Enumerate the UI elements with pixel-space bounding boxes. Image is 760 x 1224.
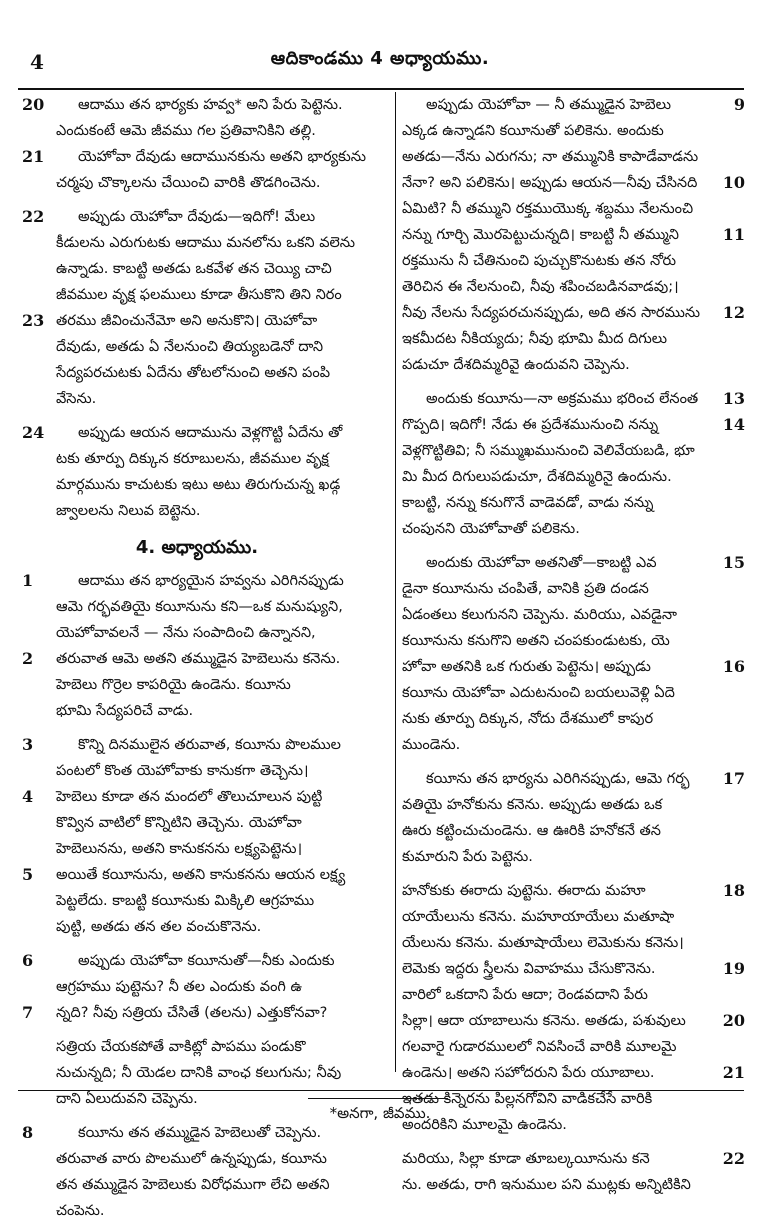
text-line bbox=[402, 274, 727, 300]
text-line bbox=[402, 490, 727, 516]
verse-number: 13 bbox=[722, 389, 745, 408]
right-column bbox=[402, 92, 745, 1198]
text-line bbox=[402, 680, 727, 706]
verse-number: 19 bbox=[722, 959, 745, 978]
text-line bbox=[22, 118, 372, 144]
verse-text: అప్పుడు యెహోవా దేవుడు—ఇదిగో! మేలు bbox=[78, 209, 316, 225]
text-line bbox=[22, 282, 372, 308]
text-line bbox=[402, 654, 745, 680]
verse-text: కొవ్విన వాటిలో కొన్నిటిని తెచ్చెను. యెహోవా bbox=[56, 815, 302, 831]
text-line bbox=[22, 810, 372, 836]
verse-text: పెట్టలేదు. కాబట్టి కయీనుకు మిక్కిలి ఆగ్రహము bbox=[56, 893, 315, 909]
verse-number: 21 bbox=[722, 1063, 745, 1082]
verse-text: రక్తమును నీ చేతినుంచి పుచ్చుకొనుటకు తన నోరు bbox=[402, 253, 677, 269]
verse-number: 3 bbox=[22, 735, 34, 754]
text-line bbox=[402, 818, 727, 844]
text-line bbox=[22, 698, 372, 724]
text-line bbox=[22, 1146, 372, 1172]
verse-text: చంపెను. bbox=[56, 1203, 105, 1219]
footnote-rule bbox=[308, 1098, 448, 1099]
text-line bbox=[402, 386, 745, 412]
left-column-verses-before bbox=[22, 92, 372, 524]
verse-text: ఆగ్రహము పుట్టెను? నీ తల ఎందుకు వంగి ఉ bbox=[56, 979, 303, 995]
verse-text: మి మీద దిగులుపడుచూ, దేశదిమ్మరినై ఉందును. bbox=[402, 469, 672, 485]
text-line bbox=[22, 498, 372, 524]
text-line bbox=[22, 256, 372, 282]
text-line bbox=[22, 784, 372, 810]
verse-text: ఇకమీదట నీకియ్యదు; నీవు భూమి మీద దిగులు bbox=[402, 331, 668, 347]
text-line bbox=[22, 204, 372, 230]
verse-text: వెళ్లగొట్టితివి; నీ సమ్ముఖమునుంచి వెలివేయబడి, భూ bbox=[402, 443, 695, 459]
text-line bbox=[22, 732, 372, 758]
verse-text: సేద్యపరచుటకు ఏదేను తోటలోనుంచి అతని పంపి bbox=[56, 365, 330, 381]
verse-number: 12 bbox=[722, 303, 745, 322]
text-line bbox=[402, 732, 727, 758]
verse-text: అందుకు యెహోవా అతనితో—కాబట్టి ఎవ bbox=[426, 555, 657, 571]
verse-text: వారిలో ఒకదాని పేరు ఆదా; రెండవదాని పేరు bbox=[402, 987, 648, 1003]
text-line bbox=[402, 878, 745, 904]
verse-text: కయీను యెహోవా ఎదుటనుంచి బయలువెళ్లి ఏదె bbox=[402, 685, 675, 701]
text-line bbox=[402, 550, 745, 576]
text-line bbox=[402, 326, 727, 352]
text-line bbox=[22, 620, 372, 646]
verse-text: హెబెలునను, అతని కానుకనను లక్ష్యపెట్టెను। bbox=[56, 841, 303, 857]
text-line bbox=[22, 672, 372, 698]
verse-text: హెబెలు కూడా తన మందలో తొలుచూలున పుట్టి bbox=[56, 789, 323, 805]
verse-text: కయీను తన భార్యను ఎరిగినప్పుడు, ఆమె గర్భ bbox=[426, 771, 690, 787]
verse-text: దేవుడు, అతడు ఏ నేలనుంచి తియ్యబడెనో దాని bbox=[56, 339, 324, 355]
text-line bbox=[402, 170, 745, 196]
text-line bbox=[402, 1146, 745, 1172]
verse-text: ఏడంతలు కలుగునని చెప్పెను. మరియు, ఎవడైనా bbox=[402, 607, 677, 623]
verse-text: కీడులను ఎరుగుటకు ఆదాము మనలోను ఒకని వలెను bbox=[56, 235, 355, 251]
text-line bbox=[22, 360, 372, 386]
verse-text: ఏమిటి? నీ తమ్ముని రక్తముయొక్క శబ్దము నేలనుంచి bbox=[402, 201, 694, 217]
text-line bbox=[22, 568, 372, 594]
verse-number: 7 bbox=[22, 1003, 34, 1022]
text-line bbox=[22, 888, 372, 914]
text-line bbox=[402, 1172, 727, 1198]
verse-text: తెరిచిన ఈ నేలనుంచి, నీవు శపించబడినవాడవు;। bbox=[402, 279, 679, 295]
text-line bbox=[402, 706, 727, 732]
verse-text: గొప్పది। ఇదిగో! నేడు ఈ ప్రదేశమునుంచి నన్ను bbox=[402, 417, 659, 433]
text-line bbox=[402, 92, 745, 118]
verse-text: ఆదాము తన భార్యయైన హవ్వను ఎరిగినప్పుడు bbox=[78, 573, 344, 589]
left-column bbox=[22, 92, 372, 1224]
verse-text: హెబెలు గొర్రెల కాపరియై ఉండెను. కయీను bbox=[56, 677, 291, 693]
text-line bbox=[22, 308, 372, 334]
verse-number: 9 bbox=[733, 95, 745, 114]
text-line bbox=[402, 956, 745, 982]
text-line bbox=[402, 1008, 745, 1034]
verse-number: 2 bbox=[22, 649, 34, 668]
text-line bbox=[22, 446, 372, 472]
verse-text: వతియై హనోకును కనెను. అప్పుడు అతడు ఒక bbox=[402, 797, 663, 813]
column-divider bbox=[395, 92, 396, 1072]
verse-number: 20 bbox=[722, 1011, 745, 1030]
verse-text: తరువాత ఆమె అతని తమ్ముడైన హెబెలును కనెను. bbox=[56, 651, 341, 667]
verse-text: సత్రియ చేయకపోతే వాకిట్లో పాపము పండుకొ bbox=[56, 1039, 306, 1055]
verse-text: ఉండెను। అతని సహోదరుని పేరు యూబాలు. bbox=[402, 1065, 655, 1081]
text-line bbox=[22, 948, 372, 974]
text-line bbox=[22, 862, 372, 888]
text-line bbox=[22, 1060, 372, 1086]
text-line bbox=[402, 602, 727, 628]
text-line bbox=[402, 222, 745, 248]
verse-text: చర్మపు చొక్కాలను చేయించి వారికి తొడగించెను. bbox=[56, 175, 321, 191]
verse-text: యేలును కనెను. మతూషాయేలు లెమెకును కనెను। bbox=[402, 935, 684, 951]
verse-text: ఉన్నాడు. కాబట్టి అతడు ఒకవేళ తన చెయ్యి చాచి bbox=[56, 261, 332, 277]
verse-number: 18 bbox=[722, 881, 745, 900]
text-line bbox=[22, 914, 372, 940]
verse-number: 5 bbox=[22, 865, 34, 884]
text-line bbox=[402, 982, 727, 1008]
verse-number: 16 bbox=[722, 657, 745, 676]
verse-text: న్నది? నీవు సత్రియ చేసితే (తలను) ఎత్తుకోనవా? bbox=[56, 1005, 328, 1021]
verse-text: టకు తూర్పు దిక్కున కరూబులను, జీవముల వృక్ష bbox=[56, 451, 329, 467]
verse-text: ఆదాము తన భార్యకు హవ్వ* అని పేరు పెట్టెను. bbox=[78, 97, 343, 113]
text-line bbox=[22, 420, 372, 446]
text-line bbox=[22, 170, 372, 196]
text-line bbox=[402, 300, 745, 326]
verse-text: భూమి సేద్యపరిచే వాడు. bbox=[56, 703, 194, 719]
text-line bbox=[402, 844, 727, 870]
verse-text: తరువాత వారు పొలములో ఉన్నప్పుడు, కయీను bbox=[56, 1151, 327, 1167]
verse-text: కుమారుని పేరు పెట్టెను. bbox=[402, 849, 533, 865]
footer-rule bbox=[18, 1090, 744, 1091]
text-line bbox=[22, 472, 372, 498]
verse-text: అందరికిని మూలమై ఉండెను. bbox=[402, 1117, 567, 1133]
verse-text: ఊరు కట్టించుచుండెను. ఆ ఊరికి హనోకనే తన bbox=[402, 823, 661, 839]
verse-text: నీవు నేలను సేద్యపరచునప్పుడు, అది తన సారమును bbox=[402, 305, 701, 321]
verse-text: ఆమె గర్భవతియై కయీనును కని—ఒక మనుష్యుని, bbox=[56, 599, 343, 615]
text-line bbox=[402, 412, 745, 438]
verse-number: 20 bbox=[22, 95, 45, 114]
verse-number: 10 bbox=[722, 173, 745, 192]
verse-text: పడుచూ దేశదిమ్మరివై ఉందువని చెప్పెను. bbox=[402, 357, 630, 373]
verse-text: గలవారై గుడారములలో నివసించే వారికి మూలమై bbox=[402, 1039, 677, 1055]
verse-text: కాబట్టి, నన్ను కనుగొనే వాడెవడో, వాడు నన్ను bbox=[402, 495, 654, 511]
text-line bbox=[402, 576, 727, 602]
verse-text: అప్పుడు యెహోవా — నీ తమ్ముడైన హెబెలు bbox=[426, 97, 671, 113]
verse-number: 14 bbox=[722, 415, 745, 434]
text-line bbox=[22, 386, 372, 412]
verse-text: సిల్లా। ఆదా యాబాలును కనెను. అతడు, పశువులు bbox=[402, 1013, 686, 1029]
text-line bbox=[402, 516, 727, 542]
verse-text: వేసెను. bbox=[56, 391, 97, 407]
verse-text: పంటలో కొంత యెహోవాకు కానుకగా తెచ్చెను। bbox=[56, 763, 309, 779]
verse-text: పుట్టి, అతడు తన తల వంచుకొనెను. bbox=[56, 919, 262, 935]
text-line bbox=[402, 904, 727, 930]
verse-text: హనోకుకు ఈరాదు పుట్టెను. ఈరాదు మహూ bbox=[402, 883, 646, 899]
verse-text: నుచున్నది; నీ యెడల దానికి వాంఛ కలుగును; నీవు bbox=[56, 1065, 342, 1081]
verse-text: అయితే కయీనును, అతని కానుకనను ఆయన లక్ష్య bbox=[56, 867, 346, 883]
text-line bbox=[22, 758, 372, 784]
verse-text: చంపునని యెహోవాతో పలికెను. bbox=[402, 521, 580, 537]
text-line bbox=[22, 1198, 372, 1224]
text-line bbox=[402, 248, 727, 274]
verse-text: అప్పుడు యెహోవా కయీనుతో—నీకు ఎందుకు bbox=[78, 953, 335, 969]
verse-number: 6 bbox=[22, 951, 34, 970]
verse-text: ఎందుకంటే ఆమె జీవము గల ప్రతివానికిని తల్లి. bbox=[56, 123, 316, 139]
right-column-verses bbox=[402, 92, 745, 1198]
verse-text: జీవముల వృక్ష ఫలములు కూడా తీసుకొని తిని నిరం bbox=[56, 287, 342, 303]
text-line bbox=[402, 144, 727, 170]
verse-text: కొన్ని దినములైన తరువాత, కయీను పొలముల bbox=[78, 737, 341, 753]
verse-text: లెమెకు ఇద్దరు స్త్రీలను వివాహము చేసుకొనెను. bbox=[402, 961, 656, 977]
verse-text: కయీను తన తమ్ముడైన హెబెలుతో చెప్పెను. bbox=[78, 1125, 322, 1141]
text-line bbox=[402, 628, 727, 654]
verse-number: 11 bbox=[722, 225, 745, 244]
text-line bbox=[402, 1060, 745, 1086]
text-line bbox=[402, 118, 727, 144]
header-rule bbox=[18, 88, 744, 90]
verse-number: 4 bbox=[22, 787, 34, 806]
page-number: 4 bbox=[30, 50, 44, 74]
text-line bbox=[402, 792, 727, 818]
verse-text: తన తమ్ముడైన హెబెలుకు విరోధముగా లేచి అతని bbox=[56, 1177, 330, 1193]
text-line bbox=[22, 1172, 372, 1198]
verse-text: ఎక్కడ ఉన్నాడని కయీనుతో పలికెను. అందుకు bbox=[402, 123, 664, 139]
text-line bbox=[22, 1000, 372, 1026]
verse-text: అందుకు కయీను—నా అక్రమము భరించ లేనంత bbox=[426, 391, 699, 407]
verse-text: మరియు, సిల్లా కూడా తూబల్కయీనును కనె bbox=[402, 1151, 650, 1167]
verse-number: 23 bbox=[22, 311, 45, 330]
text-line bbox=[22, 1034, 372, 1060]
text-line bbox=[402, 438, 727, 464]
verse-text: యాయేలును కనెను. మహూయాయేలు మతూషా bbox=[402, 909, 675, 925]
verse-text: మార్గమును కాచుటకు ఇటు అటు తిరుగుచున్న ఖడ్గ bbox=[56, 477, 341, 493]
text-line bbox=[402, 766, 745, 792]
text-line bbox=[22, 646, 372, 672]
text-line bbox=[22, 144, 372, 170]
verse-text: దాని ఏలుదువని చెప్పెను. bbox=[56, 1091, 198, 1107]
text-line bbox=[22, 334, 372, 360]
verse-text: జ్వాలలను నిలువ బెట్టెను. bbox=[56, 503, 201, 519]
verse-text: ముండెను. bbox=[402, 737, 461, 753]
verse-text: నుకు తూర్పు దిక్కున, నోదు దేశములో కాపుర bbox=[402, 711, 654, 727]
running-title: ఆదికాండము 4 అధ్యాయము. bbox=[270, 48, 490, 69]
verse-number: 1 bbox=[22, 571, 34, 590]
verse-text: డైనా కయీనును చంపితే, వానికి ప్రతి దండన bbox=[402, 581, 649, 597]
verse-text: తరము జీవించునేమో అని అనుకొని। యెహోవా bbox=[56, 313, 318, 329]
chapter-heading: 4. అధ్యాయము. bbox=[135, 537, 259, 558]
text-line bbox=[22, 92, 372, 118]
verse-text: హోవా అతనికి ఒక గురుతు పెట్టెను। అప్పుడు bbox=[402, 659, 651, 675]
text-line bbox=[22, 836, 372, 862]
text-line bbox=[402, 196, 727, 222]
verse-number: 24 bbox=[22, 423, 45, 442]
verse-text: అతడు—నేను ఎరుగను; నా తమ్మునికి కాపాడేవాడను bbox=[402, 149, 699, 165]
text-line bbox=[402, 930, 727, 956]
verse-number: 21 bbox=[22, 147, 45, 166]
verse-number: 22 bbox=[722, 1149, 745, 1168]
verse-text: యెహోవావలనే — నేను సంపాదించి ఉన్నానని, bbox=[56, 625, 316, 641]
footnote: *అనగా, జీవము. bbox=[329, 1104, 431, 1122]
verse-text: ను. అతడు, రాగి ఇనుముల పని ముట్లకు అన్నిటికిని bbox=[402, 1177, 691, 1193]
verse-text: నన్ను గూర్చి మొరపెట్టుచున్నది। కాబట్టి నీ తమ్ముని bbox=[402, 227, 679, 243]
verse-number: 22 bbox=[22, 207, 45, 226]
verse-number: 8 bbox=[22, 1123, 34, 1142]
verse-text: ఇతడు కిన్నెరను పిల్లనగోవిని వాడికచేసే వారికి bbox=[402, 1091, 653, 1107]
verse-number: 15 bbox=[722, 553, 745, 572]
text-line bbox=[402, 1034, 727, 1060]
text-line bbox=[402, 352, 727, 378]
verse-text: అప్పుడు ఆయన ఆదామును వెళ్లగొట్టి ఏదేను తో bbox=[78, 425, 343, 441]
verse-text: యెహోవా దేవుడు ఆదామునకును అతని భార్యకును bbox=[78, 149, 366, 165]
text-line bbox=[22, 974, 372, 1000]
verse-number: 17 bbox=[722, 769, 745, 788]
verse-text: కయీనును కనుగొని అతని చంపకుండుటకు, యె bbox=[402, 633, 670, 649]
text-line bbox=[22, 230, 372, 256]
verse-text: నేనా? అని పలికెను। అప్పుడు ఆయన—నీవు చేసినది bbox=[402, 175, 698, 191]
text-line bbox=[402, 464, 727, 490]
text-line bbox=[22, 594, 372, 620]
